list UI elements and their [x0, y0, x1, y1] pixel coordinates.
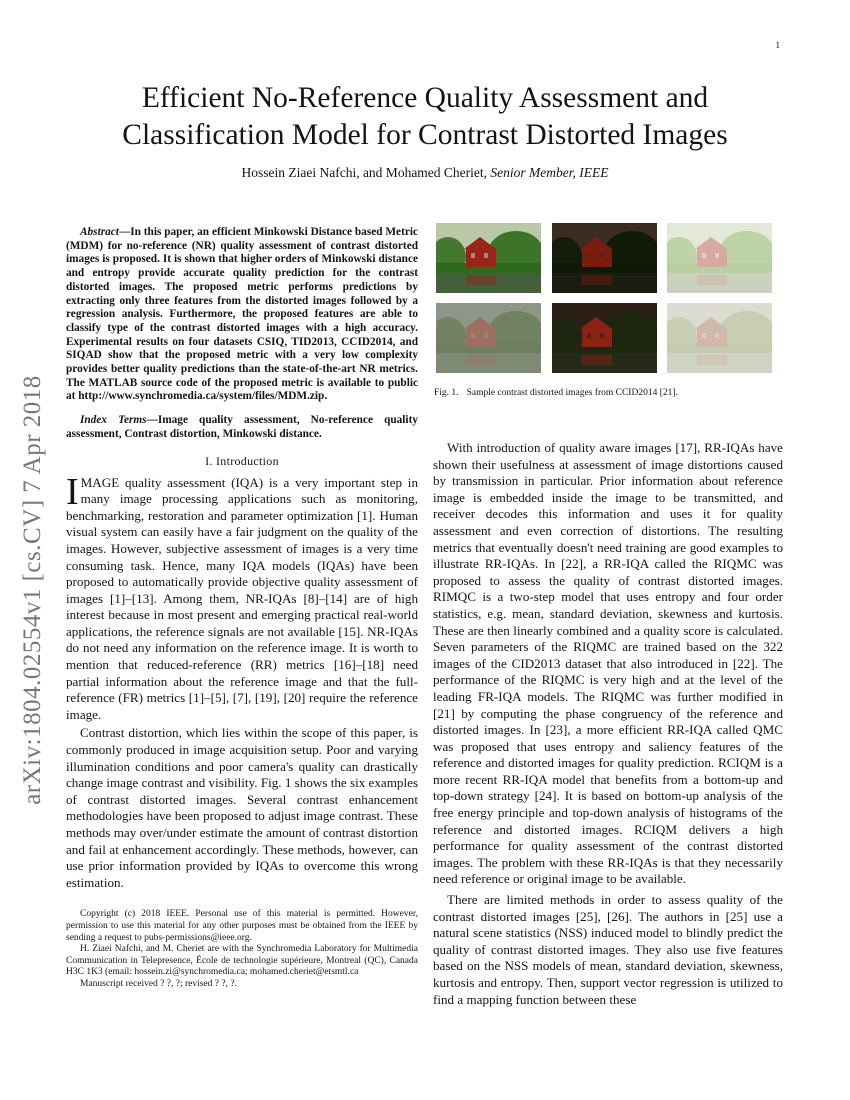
title-line-1: Efficient No-Reference Quality Assessment and	[141, 82, 709, 114]
abstract	[66, 226, 418, 404]
thumbnail-picture	[436, 303, 541, 373]
figure-1	[436, 223, 772, 383]
footnote-affiliation: H. Ziaei Nafchi, and M. Cheriet are with the Synchromedia Laboratory for Multimedia Communication in Telepresence, École de technologie supérieure, Montreal (QC), Canada H3C 1K3 (email: hossein.zi@synchromedia.ca; mohamed.cheriet@etsmtl.ca	[66, 944, 418, 978]
intro-paragraph-1-text: MAGE quality assessment (IQA) is a very important step in many image processing applications such as monitoring, benchmarking, restoration and parameter optimization [1]. Human visual system can easily have a fair judgment on the quality of the images. However, subjective assessment of images is a very time consuming task. Hence, many IQA models (IQAs) have been proposed to automatically provide objective quality assessment of images [1]–[13]. Among them, NR-IQAs [8]–[14] are of high interest because in most present and emerging practical real-world applications, the reference signals are not available [15]. NR-IQAs do not need any information on the reference image. It is worth to mention that reduced-reference (RR) metrics [16]–[18] need partial information about the reference image and that the full-reference (FR) metrics [1]–[5], [7], [19], [20] require the reference image.	[66, 474, 418, 722]
right-column	[433, 440, 783, 1008]
figure-row-1	[436, 223, 772, 293]
author-names: Hossein Ziaei Nafchi, and Mohamed Cheriet,	[241, 165, 491, 180]
figure-image	[667, 223, 772, 293]
abstract-text: —In this paper, an efficient Minkowski Distance based Metric (MDM) for no-reference (NR) quality assessment of contrast distorted images is proposed. It is shown that higher orders of Minkowski distance and entropy provide accurate quality prediction for the contrast distorted images. The proposed metric performs predictions by extracting only three features from the distorted images followed by a regression analysis. Furthermore, the proposed features are able to classify type of the contrast distorted images with a high accuracy. Experimental results on four datasets CSIQ, TID2013, CCID2014, and SIQAD show that the proposed metric with a very low complexity provides better quality predictions than the state-of-the-art NR metrics. The MATLAB source code of the proposed metric is available to public at http://www.synchromedia.ca/system/files/MDM.zip.	[66, 226, 418, 403]
abstract-label: Abstract	[80, 226, 119, 238]
figure-image	[552, 303, 657, 373]
figure-image	[667, 303, 772, 373]
figure-row-2	[436, 303, 772, 373]
thumbnail-picture	[436, 223, 541, 293]
footnote-manuscript: Manuscript received ? ?, ?; revised ? ?, ?.	[80, 978, 237, 989]
drop-cap: I	[66, 470, 79, 513]
section-heading-introduction: I. Introduction	[205, 453, 279, 468]
figure-caption-text: Sample contrast distorted images from CCID2014 [21].	[466, 388, 678, 398]
index-terms	[66, 414, 418, 441]
paper-title	[60, 80, 790, 154]
footnote-copyright: Copyright (c) 2018 IEEE. Personal use of this material is permitted. However, permission to use this material for any other purposes must be obtained from the IEEE by sending a request to pubs-permissions@ieee.org.	[66, 909, 418, 943]
index-terms-text: —Image quality assessment, No-reference quality assessment, Contrast distortion, Minkowski distance.	[66, 414, 418, 440]
page-number: 1	[775, 40, 780, 50]
intro-paragraph-2: Contrast distortion, which lies within the scope of this paper, is commonly produced in image acquisition setup. Poor and varying illumination conditions and poor camera's quality can drastically change image contrast and visibility. Fig. 1 shows the six examples of contrast distorted images. Several contrast enhancement methodologies have been proposed to adjust image contrast. These methods may over/under estimate the amount of contrast distortion and fail at enhancement accordingly. These methods, however, can use prior information provided by IQAs to overcome this wrong estimation.	[66, 725, 418, 890]
thumbnail-picture	[667, 303, 772, 373]
figure-image	[436, 303, 541, 373]
index-terms-label: Index Terms	[80, 414, 147, 427]
footnotes	[66, 909, 418, 990]
left-column	[66, 226, 418, 991]
thumbnail-picture	[552, 223, 657, 293]
figure-image	[436, 223, 541, 293]
thumbnail-picture	[667, 223, 772, 293]
figure-label: Fig. 1.	[434, 388, 459, 398]
figure-caption	[434, 387, 784, 399]
figure-image	[552, 223, 657, 293]
right-paragraph-2: There are limited methods in order to assess quality of the contrast distorted images [25], [26]. The authors in [25] use a natural scene statistics (NSS) induced model to blindly predict the quality of contrast distorted images. They also use five features based on the NSS models of mean, standard deviation, skewness, kurtosis and entropy. Then, support vector regression is utilized to find a mapping function between these	[433, 892, 783, 1007]
author-role: Senior Member, IEEE	[490, 165, 609, 180]
intro-paragraph-1	[66, 470, 418, 724]
thumbnail-picture	[552, 303, 657, 373]
author-line	[60, 165, 790, 181]
right-paragraph-1: With introduction of quality aware images [17], RR-IQAs have shown their usefulness at assessment of image distortions caused by transmission in particular. Prior information about reference image is embedded inside the image to be transmitted, and receiver decodes this information and uses it for quality assessment and even correction of distortions. The resulting metrics that eventually doesn't need training are good examples to illustrate RR-IQAs. In [22], a RR-IQA called the RIQMC was proposed to assess the quality of contrast distorted images. RIMQC is a two-step model that uses entropy and four order statistics, e.g. mean, standard deviation, skewness and kurtosis. These are then linearly combined and a quality score is calculated. Seven parameters of the RIQMC are trained based on the 322 images of the CID2013 dataset that also introduced in [22]. The performance of the RIQMC is very high and at the level of the leading FR-IQA models. The RIQMC was further modified in [21] by computing the phase congruency of the reference and distorted images. In [23], a more efficient RR-IQA called QMC was proposed that uses entropy and saliency features of the reference and distorted images for quality prediction. RCIQM is a more recent RR-IQA model that benefits from a bottom-up and top-down strategy [24]. It is based on bottom-up analysis of the free energy principle and top-down analysis of histograms of the reference and distorted images. RCIQM delivers a high performance for quality assessment of the contrast distorted images. The problem with these RR-IQAs is that they necessarily need reference or original image to be available.	[433, 440, 783, 887]
arxiv-side-label: arXiv:1804.02554v1 [cs.CV] 7 Apr 2018	[19, 375, 46, 805]
title-line-2: Classification Model for Contrast Distorted Images	[122, 119, 728, 151]
